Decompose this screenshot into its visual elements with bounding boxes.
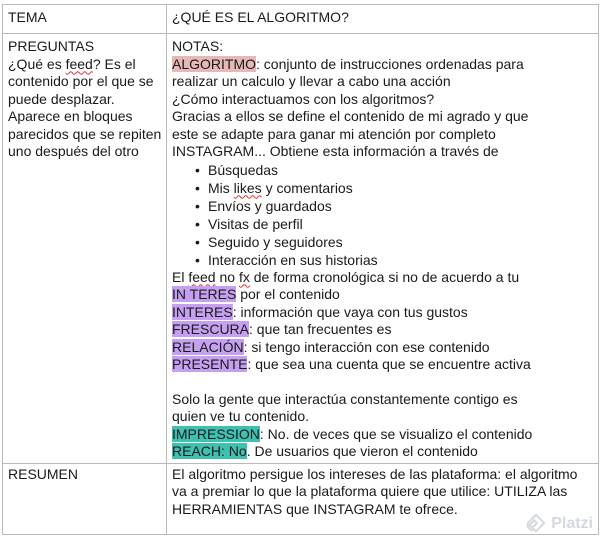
list-item-text-end: y comentarios [261,179,353,196]
note-feed [172,269,595,287]
question-1 [8,56,163,161]
list-item-text: Mis [208,179,234,196]
note-feed-fx: fx [238,268,250,285]
list-item [195,179,595,197]
question-1-prefix: ¿Qué es [8,55,66,72]
bullet-icon: • [195,161,200,178]
bullet-icon: • [195,251,200,268]
notes-title: NOTAS: [172,38,224,54]
list-item-keyword: likes [233,179,262,196]
note-interes-1 [172,286,595,304]
note-feed-a: El [172,268,189,285]
list-item-text: Seguido y seguidores [208,233,343,250]
questions-cell [3,34,167,464]
note-algoritmo [172,56,595,74]
platzi-watermark [525,513,593,535]
def-impression: : No. de veces que se visualizo el contenido [259,425,533,442]
summary-text: El algoritmo persigue los intereses de las plataforma: el algoritmo va a premiar lo que la plataforma quiere que utilice: UTILIZA las HERRAMIENTAS que INSTAGRAM te ofrece. [172,465,578,517]
list-item [195,233,595,251]
note-question-interact: ¿Cómo interactuamos con los algoritmos? [172,90,435,107]
watermark-text: Platzi [551,515,593,532]
def-frescura: : que tan frecuentes es [249,321,392,337]
bullet-icon: • [195,197,200,214]
def-reach: . De usuarios que vieron el contenido [246,443,478,459]
summary-label: RESUMEN [8,465,79,482]
list-item [195,161,595,179]
list-item-text: Visitas de perfil [208,215,303,232]
note-feed-c: no [215,268,239,285]
def-relacion: : si tengo interacción con ese contenido [243,338,490,355]
topic-title-cell [167,5,599,34]
note-interes-2 [172,304,595,322]
list-item [195,197,595,215]
questions-title: PREGUNTAS [8,38,95,54]
topic-label-cell [3,5,167,34]
list-item-text: Envíos y guardados [208,197,332,214]
term-reach: REACH: No [172,443,247,459]
list-item [195,251,595,269]
term-presente: PRESENTE [172,356,248,372]
summary-row [3,463,599,534]
note-solo-2: quien ve tu contenido. [172,408,309,424]
def-presente: : que sea una cuenta que se encuentre activa [247,356,531,372]
list-item-text: Interacción en sus historias [208,251,378,268]
note-reach [172,443,595,461]
content-row [3,34,599,464]
topic-label: TEMA [8,9,47,25]
term-interes-1: IN TERES [172,286,237,302]
paragraph-gap [172,374,595,391]
summary-label-cell [3,463,167,534]
topic-title: ¿QUÉ ES EL ALGORITMO? [172,9,349,25]
note-algoritmo-cont: realizar un calculo y llevar a cabo una acción [172,73,451,89]
bullet-icon: • [195,233,200,250]
note-relacion [172,339,595,357]
term-frescura: FRESCURA [172,321,250,337]
term-relacion: RELACIÓN [172,338,244,355]
note-feed-keyword: feed [188,268,216,285]
note-solo-1: Solo la gente que interactúa constantemente contigo es [172,390,518,407]
source-list [172,161,595,269]
cornell-notes-table [2,4,599,535]
def-interes-2: : información que vaya con tus gustos [232,303,468,320]
note-frescura [172,321,595,339]
question-1-keyword: feed [65,55,93,72]
term-impression: IMPRESSION [172,425,260,442]
list-item [195,215,595,233]
header-row [3,5,599,34]
def-interes-1: por el contenido [236,286,340,302]
list-item-text: Búsquedas [208,161,279,178]
note-paragraph-1: Gracias a ellos se define el contenido de mi agrado y que [172,108,529,124]
note-impression [172,426,595,444]
note-paragraph-3: INSTAGRAM... Obtiene esta información a través de [172,143,499,159]
note-presente [172,356,595,374]
term-algoritmo: ALGORITMO [172,55,257,72]
question-1-text: ? Es el contenido por el que se puede desplazar. Aparece en bloques parecidos que se repiten uno después del otro [8,55,162,159]
note-feed-e: de forma cronológica si no de acuerdo a tu [249,268,520,285]
note-paragraph-2: este se adapte para ganar mi atención por completo [172,125,496,142]
platzi-logo-icon [525,513,547,535]
bullet-icon: • [195,179,200,196]
bullet-icon: • [195,215,200,232]
notes-cell [167,34,599,464]
term-interes-2: INTERES [172,303,233,320]
def-algoritmo: : conjunto de instrucciones ordenadas para [256,55,524,72]
